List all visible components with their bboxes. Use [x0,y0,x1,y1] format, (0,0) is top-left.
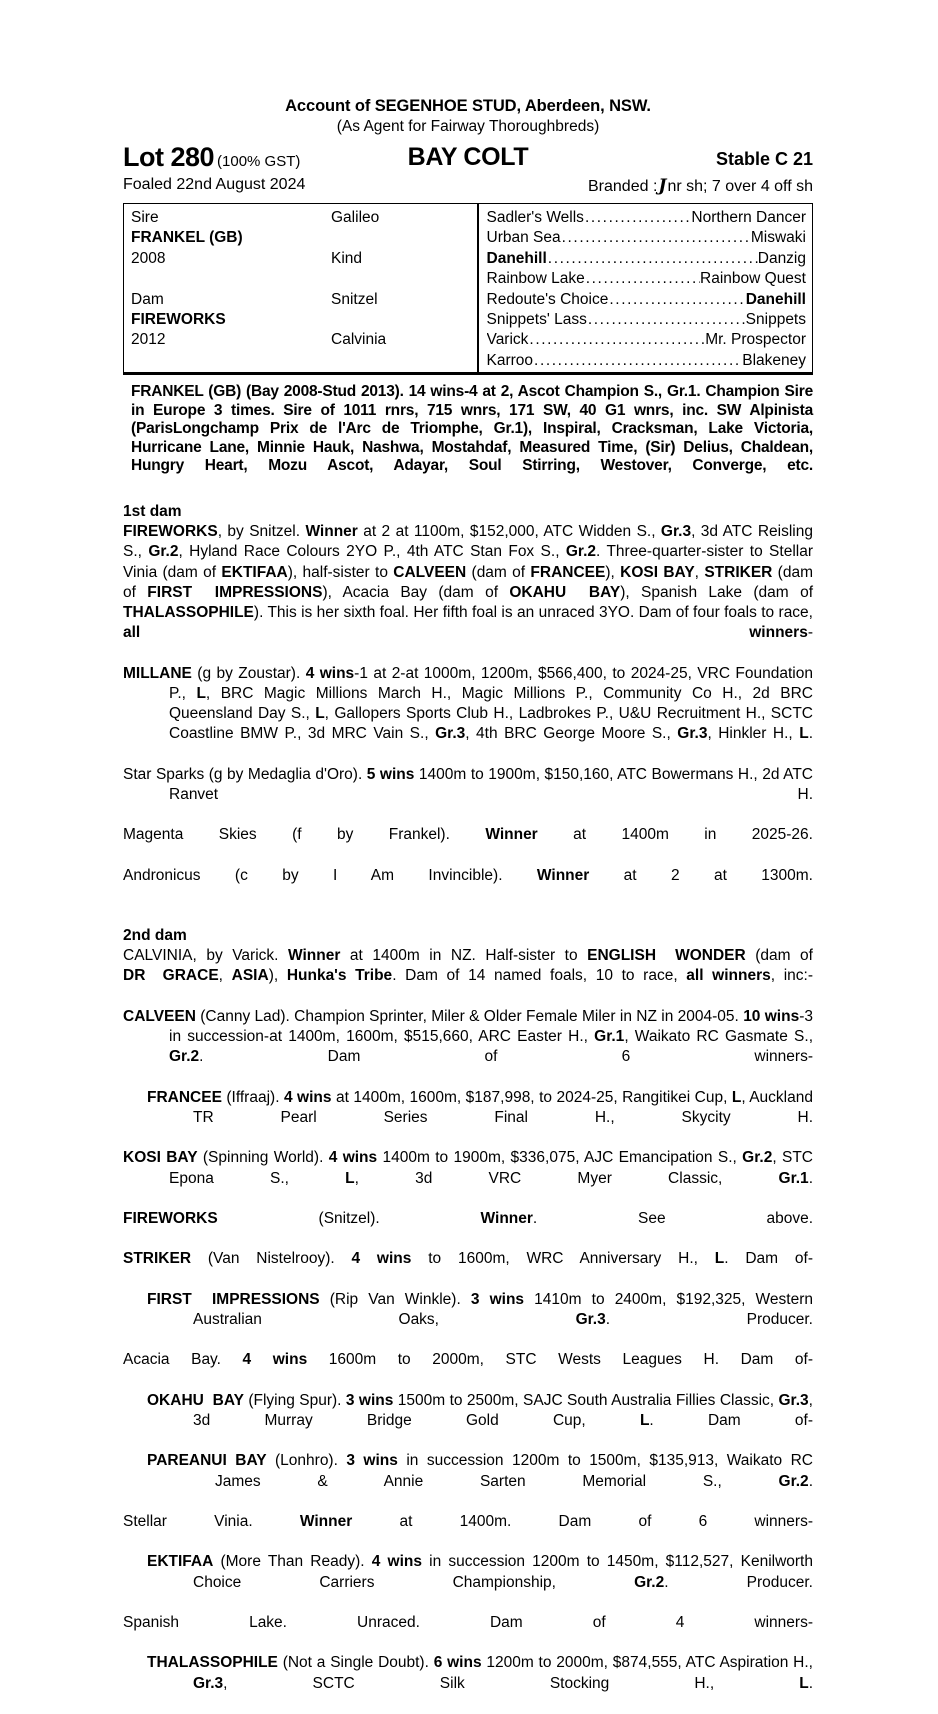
dot-leader [547,249,758,269]
pedigree-entry: OKAHU BAY (Flying Spur). 3 wins 1500m to 2500m, SAJC South Australia Fillies Classic, Gr.3, 3d Murray Bridge Gold Cup, L. Dam of- [147,1391,813,1429]
pedigree-left-column [124,204,477,372]
dam-grandsire: Snitzel [331,290,378,308]
lot-left-group [123,142,300,173]
ancestor-name: Sadler's Wells [486,209,584,226]
pedigree-entry: Magenta Skies (f by Frankel). Winner at 1400m in 2025-26. [123,826,813,844]
pedigree-entry: Acacia Bay. 4 wins 1600m to 2000m, STC Wests Leagues H. Dam of- [123,1351,813,1369]
branded-info [588,176,813,196]
pedigree-body [123,502,813,1714]
table-row [131,249,477,269]
agent-line: (As Agent for Fairway Thoroughbreds) [336,118,600,135]
dot-leader [608,290,745,310]
pedigree-entry: FRANCEE (Iffraaj). 4 wins at 1400m, 1600m, $187,998, to 2024-25, Rangitikei Cup, L, Auckland TR Pearl Series Final H., Skycity H. [147,1088,813,1126]
pedigree-entry: MILLANE (g by Zoustar). 4 wins-1 at 2-at 1000m, 1200m, $566,400, to 2024-25, VRC Foundation P., L, BRC Magic Millions March H., Magic Millions P., Community Co H., 2d BRC Queensland Day S., L, Gallopers Sports Club H., Ladbrokes P., U&U Recruitment H., SCTC Coastline BMW P., 3d MRC Vain S., Gr.3, 4th BRC George Moore S., Gr.3, Hinkler H., L. [123,664,813,743]
pedigree-entry: CALVINIA, by Varick. Winner at 1400m in NZ. Half-sister to ENGLISH WONDER (dam of DR GRACE, ASIA), Hunka's Tribe. Dam of 14 named foals, 10 to race, all winners, inc:- [123,947,813,985]
ancestor-sire: Snippets [745,310,806,328]
table-row [131,330,477,350]
dot-leader [561,228,751,248]
first-dam-heading: 1st dam [123,503,182,520]
dot-leader [585,269,700,289]
dam-name: FIREWORKS [131,310,226,328]
sire-grandsire: Galileo [331,209,380,226]
sire-label: Sire [131,209,159,226]
table-row [487,208,807,228]
sire-summary-paragraph: FRANKEL (GB) (Bay 2008-Stud 2013). 14 wins-4 at 2, Ascot Champion S., Gr.1. Champion Sire in Europe 3 times. Sire of 1011 rnrs, 715 wnrs, 171 SW, 40 G1 wnrs, inc. SW Alpinista (ParisLongchamp Prix de l'Arc de Triomphe, Gr.1), Inspiral, Cracksman, Lake Victoria, Hurricane Lane, Minnie Hauk, Nashwa, Mostahdaf, Measured Time, (Sir) Delius, Chaldean, Hungry Heart, Mozu Ascot, Adayar, Soul Stirring, Westover, Converge, etc. [131,383,813,475]
table-row [487,228,807,248]
account-line: Account of SEGENHOE STUD, Aberdeen, NSW. [285,97,651,115]
sire-granddam: Kind [331,249,363,267]
table-row [487,351,807,371]
ancestor-sire: Northern Dancer [691,209,806,226]
pedigree-entry: Spanish Lake. Unraced. Dam of 4 winners- [123,1613,813,1631]
table-row [131,290,477,310]
table-row [131,310,477,330]
first-dam-entries [123,522,813,906]
second-dam-heading: 2nd dam [123,927,187,945]
table-spacer [131,269,477,289]
ancestor-name: Snippets' Lass [486,310,587,328]
dam-label: Dam [131,290,164,308]
ancestor-sire: Rainbow Quest [700,270,806,288]
table-row [487,310,807,330]
pedigree-entry: FIREWORKS (Snitzel). Winner. See above. [123,1209,813,1227]
lot-row [123,143,813,173]
ancestor-sire: Danehill [745,290,806,308]
stable-label: Stable C 21 [715,149,813,169]
branded-prefix: Branded : [588,178,658,195]
foaled-row [123,176,813,198]
ancestor-name: Varick [486,331,529,349]
ancestor-sire: Miswaki [750,229,806,247]
pedigree-entry: EKTIFAA (More Than Ready). 4 wins in succession 1200m to 1450m, $112,527, Kenilworth Choice Carriers Championship, Gr.2. Producer. [147,1553,813,1591]
section-gap [123,906,813,926]
ancestor-sire: Mr. Prospector [705,331,806,349]
page-header [123,96,813,198]
foaled-date: Foaled 22nd August 2024 [123,176,306,193]
colt-type: BAY COLT [407,143,529,171]
lot-number: Lot 280 [123,142,215,172]
pedigree-entry: Andronicus (c by I Am Invincible). Winner at 2 at 1300m. [123,866,813,884]
pedigree-entry: Stellar Vinia. Winner at 1400m. Dam of 6 winners- [123,1512,813,1530]
table-row [487,330,807,350]
ancestor-sire: Danzig [757,249,806,267]
dam-granddam: Calvinia [331,331,387,349]
brand-symbol-icon: J [658,176,667,196]
dot-leader [533,351,742,371]
table-row [487,249,807,269]
pedigree-entry: FIREWORKS, by Snitzel. Winner at 2 at 1100m, $152,000, ATC Widden S., Gr.3, 3d ATC Reisling S., Gr.2, Hyland Race Colours 2YO P., 4th ATC Stan Fox S., Gr.2. Three-quarter-sister to Stellar Vinia (dam of EKTIFAA), half-sister to CALVEEN (dam of FRANCEE), KOSI BAY, STRIKER (dam of FIRST IMPRESSIONS), Acacia Bay (dam of OKAHU BAY), Spanish Lake (dam of THALASSOPHILE). This is her sixth foal. Her fifth foal is an unraced 3YO. Dam of four foals to race, all winners- [123,523,813,642]
table-row [487,269,807,289]
dot-leader [528,330,705,350]
ancestor-name: Karroo [486,351,534,369]
pedigree-entry: CALVEEN (Canny Lad). Champion Sprinter, Miler & Older Female Miler in NZ in 2004-05. 10 wins-3 in succession-at 1400m, 1600m, $515,660, ARC Easter H., Gr.1, Waikato RC Gasmate S., Gr.2. Dam of 6 winners- [123,1007,813,1066]
dam-year: 2012 [131,331,166,349]
sire-name: FRANKEL (GB) [131,229,243,247]
sire-year: 2008 [131,249,166,267]
ancestor-name: Danehill [486,249,547,267]
pedigree-right-column [479,204,813,372]
dot-leader [587,310,746,330]
ancestor-name: Urban Sea [486,229,561,247]
table-row [131,208,477,228]
second-dam-entries [123,946,813,1714]
dot-leader [584,208,691,228]
pedigree-table [123,203,813,375]
ancestor-sire: Blakeney [742,351,806,369]
pedigree-entry: Star Sparks (g by Medaglia d'Oro). 5 wins 1400m to 1900m, $150,160, ATC Bowermans H., 2d ATC Ranvet H. [123,765,813,803]
ancestor-name: Redoute's Choice [486,290,609,308]
pedigree-entry: STRIKER (Van Nistelrooy). 4 wins to 1600m, WRC Anniversary H., L. Dam of- [123,1250,813,1268]
branded-suffix: nr sh; 7 over 4 off sh [667,178,813,195]
pedigree-entry: PAREANUI BAY (Lonhro). 3 wins in succession 1200m to 1500m, $135,913, Waikato RC James & Annie Sarten Memorial S., Gr.2. [147,1452,813,1490]
pedigree-entry: THALASSOPHILE (Not a Single Doubt). 6 wins 1200m to 2000m, $874,555, ATC Aspiration H., Gr.3, SCTC Silk Stocking H., L. [147,1654,813,1692]
table-row [487,290,807,310]
pedigree-entry: FIRST IMPRESSIONS (Rip Van Winkle). 3 wins 1410m to 2400m, $192,325, Western Australian Oaks, Gr.3. Producer. [147,1290,813,1328]
table-row [131,228,477,248]
pedigree-entry: KOSI BAY (Spinning World). 4 wins 1400m to 1900m, $336,075, AJC Emancipation S., Gr.2, STC Epona S., L, 3d VRC Myer Classic, Gr.1. [123,1149,813,1187]
gst-note: (100% GST) [217,153,301,170]
ancestor-name: Rainbow Lake [486,270,585,288]
